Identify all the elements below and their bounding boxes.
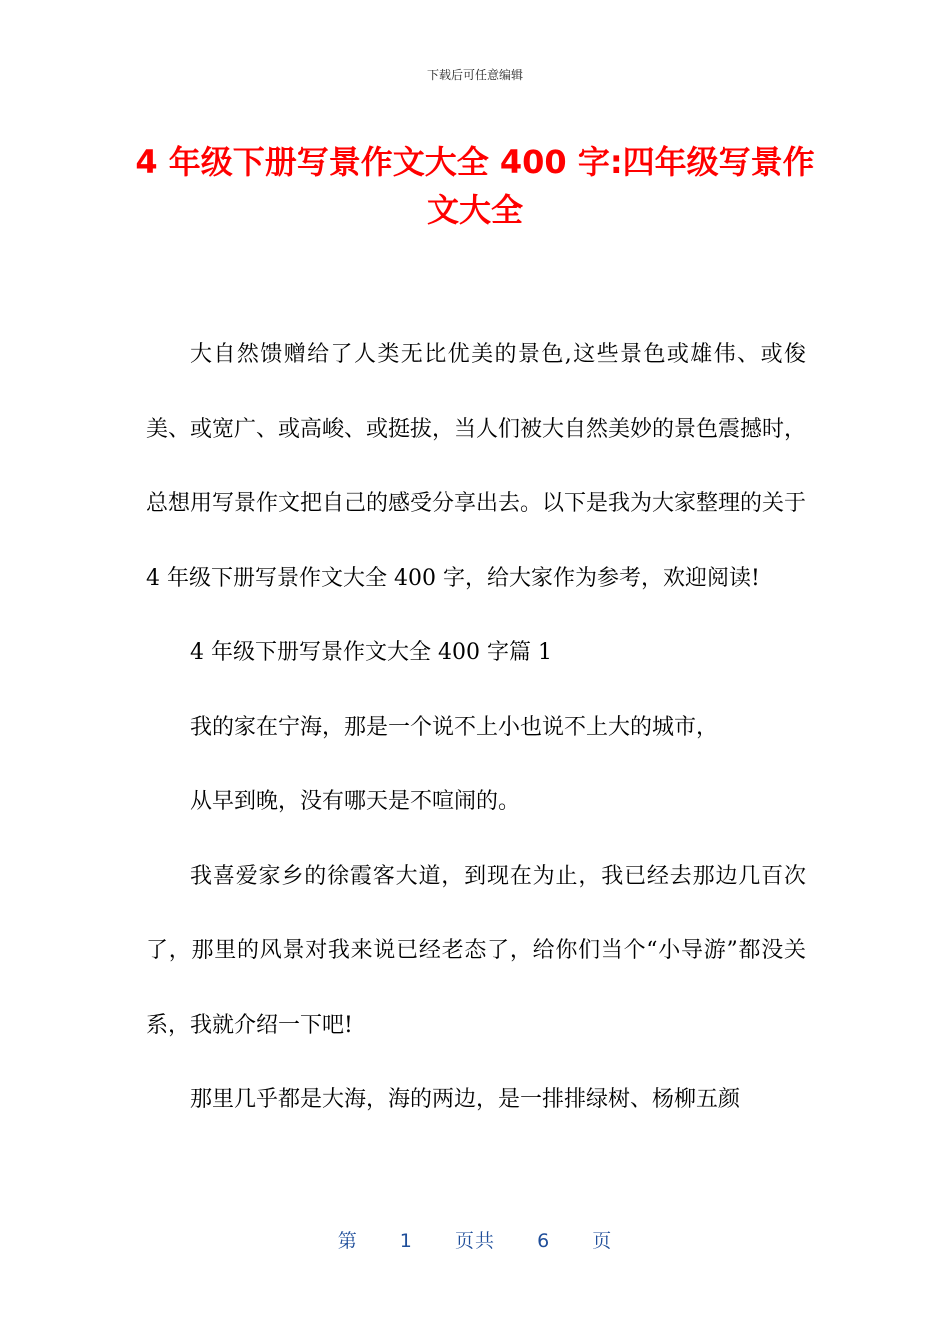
footer-middle: 页共 xyxy=(454,1230,495,1252)
footer-suffix: 页 xyxy=(592,1230,613,1252)
paragraph: 我喜爱家乡的徐霞客大道，到现在为止，我已经去那边几百次了，那里的风景对我来说已经老态了，给你们当个“小导游”都没关系，我就介绍一下吧! xyxy=(146,863,806,1038)
paragraph: 从早到晚，没有哪天是不喧闹的。 xyxy=(190,789,521,814)
paragraph: 我的家在宁海，那是一个说不上小也说不上大的城市， xyxy=(190,714,719,740)
footer-current-page: 1 xyxy=(399,1230,413,1252)
section-heading: 4 年级下册写景作文大全 400 字篇 1 xyxy=(190,640,552,665)
footer-prefix: 第 xyxy=(337,1230,358,1252)
page-footer xyxy=(0,1226,950,1253)
paragraph-intro: 大自然馈赠给了人类无比优美的景色,这些景色或雄伟、或俊美、或宽广、或高峻、或挺拔，当人们被大自然美妙的景色震撼时，总想用写景作文把自己的感受分享出去。以下是我为大家整理的关于 4 年级下册写景作文大全 400 字，给大家作为参考，欢迎阅读! xyxy=(146,342,807,591)
document-body xyxy=(146,318,806,1138)
document-title: 4 年级下册写景作文大全 400 字:四年级写景作文大全 xyxy=(135,143,815,229)
paragraph: 那里几乎都是大海，海的两边，是一排排绿树、杨柳五颜 xyxy=(190,1087,741,1112)
footer-total-pages: 6 xyxy=(537,1230,551,1252)
header-note: 下载后可任意编辑 xyxy=(426,68,523,82)
